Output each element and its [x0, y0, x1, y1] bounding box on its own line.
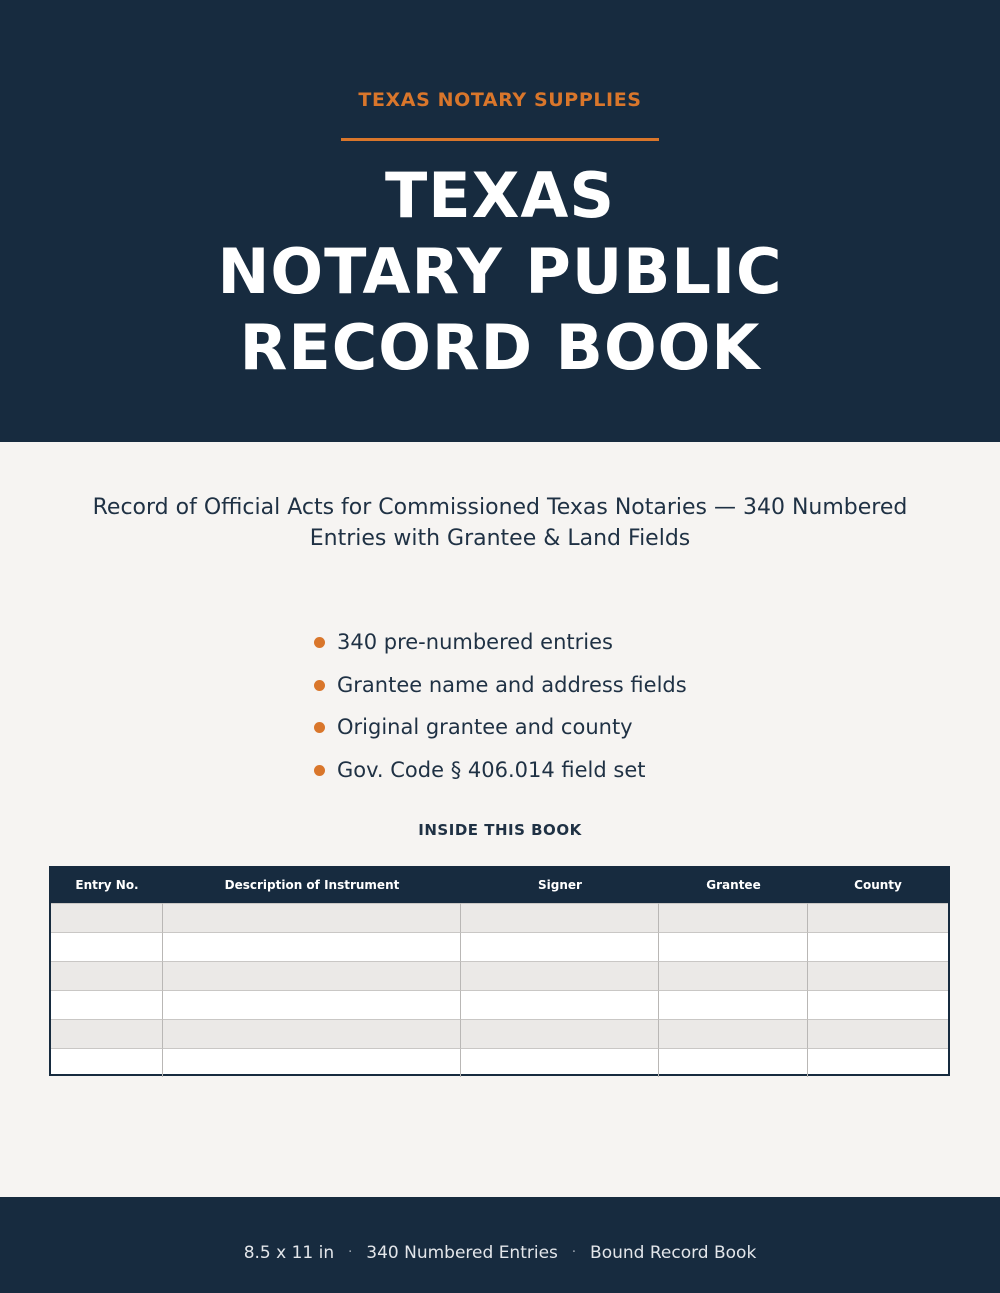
bullet-dot-icon [314, 680, 325, 691]
table-row [51, 932, 948, 961]
book-title [0, 158, 1000, 386]
table-row [51, 1019, 948, 1048]
spec-size: 8.5 x 11 in [243, 1243, 335, 1263]
spec-entries: 340 Numbered Entries [366, 1243, 558, 1263]
feature-text: Gov. Code § 406.014 field set [337, 757, 646, 782]
column-header-signer: Signer [538, 878, 582, 892]
table-row [51, 961, 948, 990]
spec-binding: Bound Record Book [590, 1243, 757, 1263]
footer-specs [0, 1241, 1000, 1265]
table-row [51, 990, 948, 1019]
accent-divider [341, 138, 659, 141]
column-header-entry-no: Entry No. [75, 878, 139, 892]
table-body [51, 903, 948, 1077]
column-header-description: Description of Instrument [224, 878, 400, 892]
publisher-name: TEXAS NOTARY SUPPLIES [358, 89, 642, 111]
feature-item [313, 755, 687, 798]
footer-separator: · [348, 1245, 353, 1260]
feature-text: 340 pre-numbered entries [337, 630, 613, 654]
footer-separator: · [571, 1245, 577, 1260]
title-line: NOTARY PUBLIC [217, 235, 783, 308]
bullet-dot-icon [314, 722, 325, 733]
sample-record-table [49, 866, 950, 1076]
table-row [51, 1048, 948, 1077]
table-header-row [51, 868, 948, 903]
feature-text: Grantee name and address fields [337, 672, 687, 697]
feature-item [313, 670, 687, 713]
feature-list [313, 627, 687, 797]
bullet-dot-icon [314, 765, 325, 776]
inside-book-label: INSIDE THIS BOOK [418, 821, 582, 839]
title-line: RECORD BOOK [239, 311, 761, 384]
column-header-county: County [854, 878, 902, 892]
title-line: TEXAS [384, 159, 616, 232]
feature-text: Original grantee and county [337, 715, 633, 739]
book-subtitle: Record of Official Acts for Commissioned Texas Notaries — 340 Numbered Entries with Grantee & Land Fields [92, 495, 908, 551]
table-row [51, 903, 948, 932]
feature-item [313, 627, 687, 670]
column-header-grantee: Grantee [706, 878, 761, 892]
bullet-dot-icon [314, 637, 325, 648]
feature-item [313, 712, 687, 755]
